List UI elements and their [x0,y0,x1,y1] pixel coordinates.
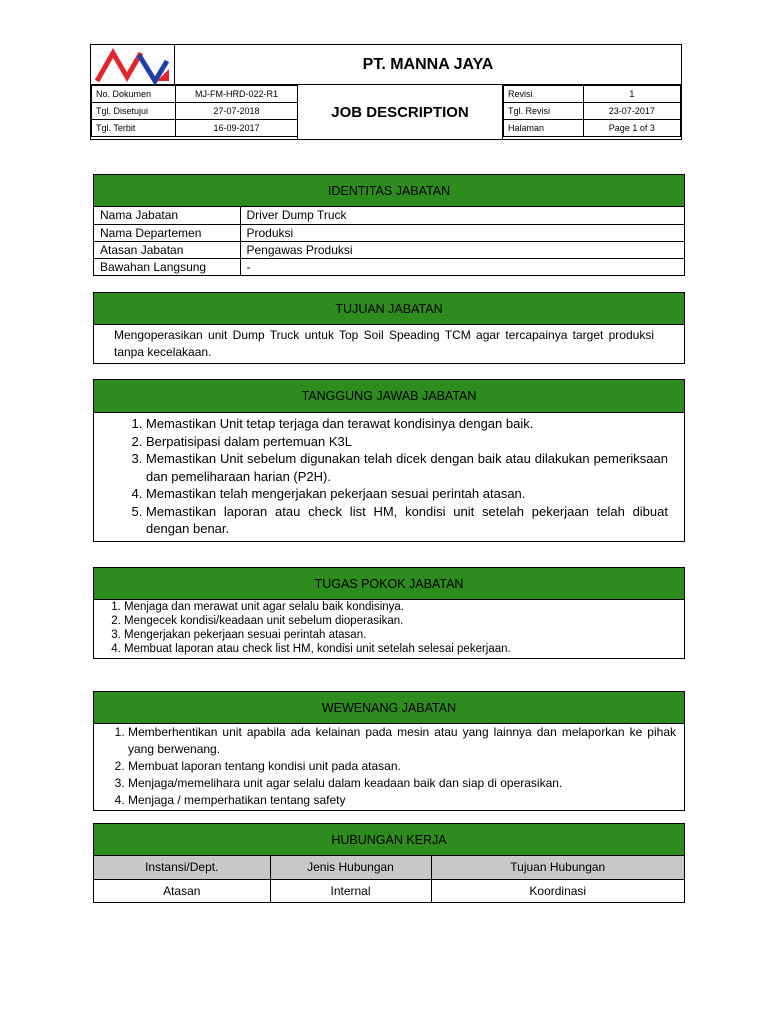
table-cell: Internal [270,879,431,902]
list-item: 4. Menjaga / memperhatikan tentang safety [128,792,676,809]
document-meta-left [91,85,298,137]
meta-label: Tgl. Revisi [504,103,584,120]
list-item: 1. Menjaga dan merawat unit agar selalu baik kondisinya. [124,600,676,614]
meta-value: 16-09-2017 [176,120,298,137]
wewenang-list [94,724,684,810]
meta-label: No. Dokumen [92,86,176,103]
tugas-pokok-section [93,567,685,659]
list-item: 5. Memastikan laporan atau check list HM, kondisi unit setelah pekerjaan telah dibuat dengan benar. [146,503,668,538]
list-item: 1. Memberhentikan unit apabila ada kelainan pada mesin atau yang lainnya dan melaporkan ke pihak yang berwenang. [128,724,676,758]
tujuan-text: Mengoperasikan unit Dump Truck untuk Top Soil Speading TCM agar tercapainya target produksi tanpa kecelakaan. [114,328,654,359]
tanggung-jawab-section [93,379,685,542]
section-title: WEWENANG JABATAN [94,692,684,724]
list-item: 3. Mengerjakan pekerjaan sesuai perintah atasan. [124,628,676,642]
list-item: 2. Berpatisipasi dalam pertemuan K3L [146,433,668,451]
field-label: Nama Jabatan [94,207,240,224]
section-title: HUBUNGAN KERJA [94,824,684,856]
meta-label: Revisi [504,86,584,103]
section-title: TANGGUNG JAWAB JABATAN [94,380,684,413]
list-item: 1. Memastikan Unit tetap terjaga dan terawat kondisinya dengan baik. [146,415,668,433]
company-name: PT. MANNA JAYA [175,45,681,85]
meta-label: Tgl. Disetujui [92,103,176,120]
meta-value: 27-07-2018 [176,103,298,120]
field-value: Driver Dump Truck [246,208,347,223]
table-row [94,258,684,275]
identitas-section [93,174,685,276]
tujuan-section [93,292,685,364]
field-value: - [240,258,684,275]
section-title: TUGAS POKOK JABATAN [94,568,684,600]
field-label: Nama Departemen [94,224,240,241]
meta-value: MJ-FM-HRD-022-R1 [176,86,298,103]
table-header-row [94,856,684,879]
column-header: Instansi/Dept. [94,856,270,879]
meta-label: Halaman [504,120,584,137]
table-row [94,879,684,902]
list-item: 2. Membuat laporan tentang kondisi unit pada atasan. [128,758,676,775]
table-cell: Atasan [94,879,270,902]
identitas-table [94,207,684,275]
document-title: JOB DESCRIPTION [297,85,503,139]
hubungan-table [94,856,684,902]
tugas-pokok-list [94,600,684,658]
table-cell: Koordinasi [431,879,684,902]
column-header: Tujuan Hubungan [431,856,684,879]
document-header [90,44,682,140]
wewenang-section [93,691,685,811]
field-label: Bawahan Langsung [94,258,240,275]
field-value: Pengawas Produksi [240,241,684,258]
list-item: 3. Menjaga/memelihara unit agar selalu dalam keadaan baik dan siap di operasikan. [128,775,676,792]
field-value: Produksi [240,224,684,241]
list-item: 4. Membuat laporan atau check list HM, kondisi unit setelah selesai pekerjaan. [124,642,676,656]
section-title: IDENTITAS JABATAN [94,175,684,207]
hubungan-kerja-section [93,823,685,903]
list-item: 3. Memastikan Unit sebelum digunakan telah dicek dengan baik atau dilakukan pemeriksaan dan pemeliharaan harian (P2H). [146,450,668,485]
tanggung-jawab-list [94,413,684,541]
meta-value: Page 1 of 3 [583,120,680,137]
list-item: 2. Mengecek kondisi/keadaan unit sebelum dioperasikan. [124,614,676,628]
company-logo [91,45,175,85]
table-row [94,207,684,224]
document-meta-right [503,85,681,137]
meta-value: 1 [583,86,680,103]
meta-label: Tgl. Terbit [92,120,176,137]
table-row [94,241,684,258]
field-label: Atasan Jabatan [94,241,240,258]
section-title: TUJUAN JABATAN [94,293,684,325]
table-row [94,224,684,241]
meta-value: 23-07-2017 [583,103,680,120]
list-item: 4. Memastikan telah mengerjakan pekerjaan sesuai perintah atasan. [146,485,668,503]
column-header: Jenis Hubungan [270,856,431,879]
manna-jaya-logo-icon [91,45,175,85]
